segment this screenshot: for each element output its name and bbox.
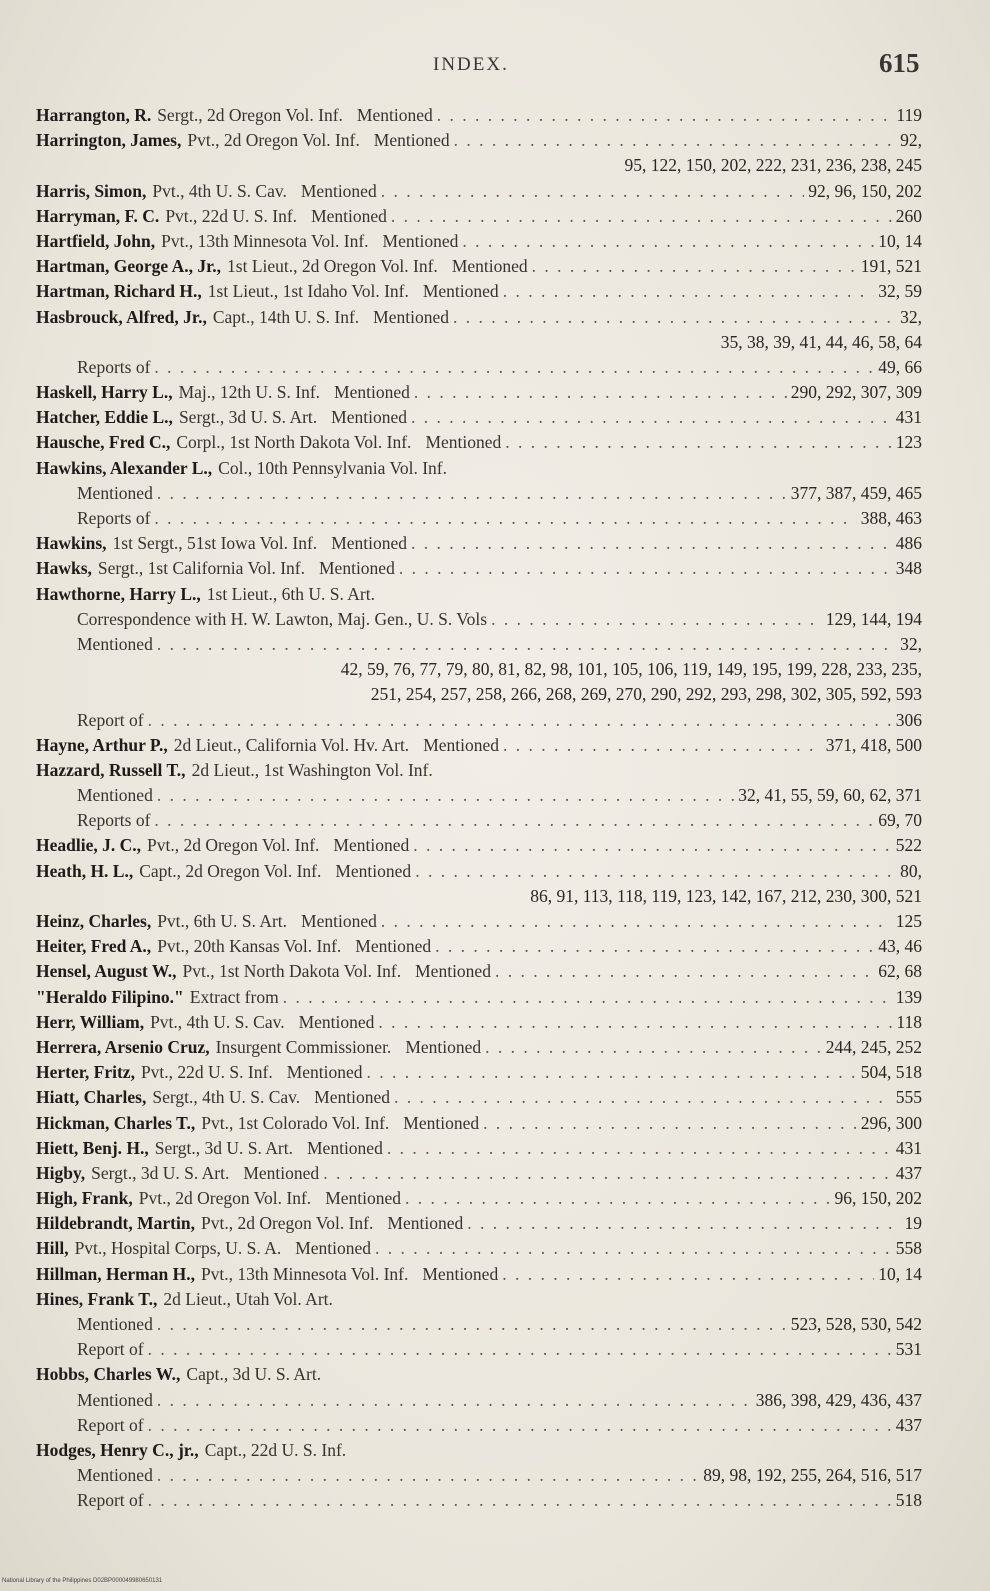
entry-description: Sergt., 3d U. S. Art.	[154, 1137, 293, 1158]
entry-name: Hawkins,	[36, 533, 107, 554]
page-references: 129, 144, 194	[825, 608, 922, 629]
entry-description: Col., 10th Pennsylvania Vol. Inf.	[218, 457, 447, 478]
leader-dots	[485, 1035, 822, 1060]
page-references: 86, 91, 113, 118, 119, 123, 142, 167, 212, 230, 300, 521	[530, 885, 922, 906]
subentry-label: Mentioned	[77, 633, 153, 654]
entry-label: Mentioned	[243, 1162, 320, 1183]
entry-description: 2d Lieut., 1st Washington Vol. Inf.	[191, 759, 433, 780]
entry-name: Hazzard, Russell T.,	[36, 759, 186, 780]
page-references: 10, 14	[878, 230, 922, 251]
entry-name: Hawthorne, Harry L.,	[36, 583, 201, 604]
subentry-label: Correspondence with H. W. Lawton, Maj. Gen., U. S. Vols	[77, 608, 488, 629]
page-references: 431	[895, 1137, 922, 1158]
entry-description: Sergt., 4th U. S. Cav.	[152, 1087, 301, 1108]
entry-label: Mentioned	[373, 130, 450, 151]
leader-dots	[411, 531, 892, 556]
leader-dots	[157, 1312, 787, 1337]
leader-dots	[391, 204, 892, 229]
subentry-label: Report of	[77, 1490, 144, 1511]
index-entry	[36, 305, 922, 330]
entry-description: Capt., 14th U. S. Inf.	[212, 306, 360, 327]
page-references: 80,	[900, 860, 922, 881]
leader-dots	[387, 1136, 892, 1161]
page-references: 306	[895, 709, 922, 730]
page-references: 89, 98, 192, 255, 264, 516, 517	[703, 1465, 922, 1486]
index-entries	[36, 103, 922, 1514]
leader-dots	[503, 279, 875, 304]
page-references: 92,	[900, 130, 922, 151]
entry-label: Mentioned	[325, 1188, 402, 1209]
index-entry	[36, 833, 922, 858]
entry-name: Heath, H. L.,	[36, 860, 134, 881]
page-references: 123	[895, 432, 922, 453]
entry-label: Mentioned	[387, 1213, 464, 1234]
page-references: 290, 292, 307, 309	[790, 382, 922, 403]
entry-description: Sergt., 3d U. S. Art.	[91, 1162, 230, 1183]
entry-name: Herr, William,	[36, 1011, 145, 1032]
leader-dots	[381, 909, 892, 934]
entry-description: 2d Lieut., California Vol. Hv. Art.	[173, 734, 410, 755]
subentry-label: Reports of	[77, 810, 151, 831]
entry-label: Mentioned	[331, 533, 408, 554]
leader-dots	[399, 556, 892, 581]
index-entry	[36, 985, 922, 1010]
index-entry	[36, 859, 922, 884]
leader-dots	[367, 1060, 857, 1085]
leader-dots	[157, 632, 896, 657]
entry-description: Capt., 3d U. S. Art.	[186, 1364, 322, 1385]
entry-name: Hatcher, Eddie L.,	[36, 407, 173, 428]
entry-label: Mentioned	[422, 281, 499, 302]
entry-name: Harrangton, R.	[36, 105, 152, 125]
page-number: 615	[879, 48, 920, 78]
subentry-label: Reports of	[77, 356, 151, 377]
entry-label: Mentioned	[423, 734, 500, 755]
entry-description: Pvt., 20th Kansas Vol. Inf.	[157, 936, 342, 957]
index-subentry	[36, 1463, 922, 1488]
index-continuation-line	[36, 330, 922, 355]
entry-name: Hausche, Fred C.,	[36, 432, 171, 453]
leader-dots	[394, 1085, 892, 1110]
index-entry	[36, 1186, 922, 1211]
entry-name: Harrington, James,	[36, 130, 182, 151]
entry-label: Mentioned	[355, 936, 432, 957]
entry-description: 1st Lieut., 1st Idaho Vol. Inf.	[207, 281, 409, 302]
index-subentry	[36, 708, 922, 733]
entry-name: Hill,	[36, 1238, 69, 1259]
index-continuation-line	[36, 682, 922, 707]
entry-label: Mentioned	[331, 407, 407, 428]
entry-description: Maj., 12th U. S. Inf.	[178, 382, 321, 403]
index-subentry	[36, 607, 922, 632]
index-entry	[36, 279, 922, 304]
index-entry	[36, 556, 922, 581]
page-references: 35, 38, 39, 41, 44, 46, 58, 64	[720, 331, 922, 352]
entry-name: Headlie, J. C.,	[36, 835, 141, 856]
leader-dots	[378, 1010, 892, 1035]
index-entry	[36, 758, 922, 783]
entry-description: Pvt., 2d Oregon Vol. Inf.	[200, 1213, 374, 1234]
entry-name: Hines, Frank T.,	[36, 1288, 158, 1309]
leader-dots	[405, 1186, 830, 1211]
entry-label: Mentioned	[403, 1112, 480, 1133]
subentry-label: Mentioned	[77, 1465, 153, 1486]
subentry-label: Report of	[77, 1339, 144, 1360]
entry-label: Mentioned	[415, 961, 491, 982]
entry-description: Sergt., 1st California Vol. Inf.	[97, 558, 305, 579]
leader-dots	[491, 607, 822, 632]
index-entry	[36, 204, 922, 229]
page-references: 486	[895, 533, 922, 554]
page-references: 504, 518	[860, 1062, 922, 1083]
index-entry	[36, 1211, 922, 1236]
page-references: 431	[895, 407, 922, 428]
leader-dots	[414, 380, 787, 405]
entry-description: Pvt., 4th U. S. Cav.	[152, 180, 287, 201]
leader-dots	[435, 934, 874, 959]
index-subentry	[36, 1337, 922, 1362]
entry-name: Heinz, Charles,	[36, 911, 152, 931]
index-entry	[36, 1287, 922, 1312]
page-references: 62, 68	[878, 961, 922, 982]
entry-label: Mentioned	[314, 1087, 390, 1108]
page-references: 518	[895, 1490, 922, 1511]
leader-dots	[495, 959, 874, 984]
entry-description: 1st Lieut., 2d Oregon Vol. Inf.	[227, 256, 438, 277]
entry-label: Mentioned	[425, 432, 502, 453]
leader-dots	[157, 1463, 699, 1488]
index-entry	[36, 128, 922, 153]
entry-description: Pvt., 2d Oregon Vol. Inf.	[147, 835, 320, 856]
entry-description: Pvt., 2d Oregon Vol. Inf.	[187, 130, 360, 151]
page-references: 260	[895, 205, 922, 226]
entry-label: Mentioned	[422, 1263, 499, 1284]
entry-name: Hayne, Arthur P.,	[36, 734, 168, 755]
entry-description: Pvt., 13th Minnesota Vol. Inf.	[161, 230, 369, 251]
entry-description: Pvt., 22d U. S. Inf.	[165, 205, 298, 226]
entry-name: Hensel, August W.,	[36, 961, 177, 982]
index-subentry	[36, 1413, 922, 1438]
page-references: 296, 300	[860, 1112, 922, 1133]
index-entry	[36, 959, 922, 984]
page-references: 92, 96, 150, 202	[808, 180, 922, 201]
page-references: 531	[895, 1339, 922, 1360]
entry-name: Hillman, Herman H.,	[36, 1263, 195, 1284]
entry-label: Mentioned	[295, 1238, 372, 1259]
entry-description: Sergt., 3d U. S. Art.	[178, 407, 318, 428]
entry-name: Hiett, Benj. H.,	[36, 1137, 149, 1158]
index-continuation-line	[36, 153, 922, 178]
index-entry	[36, 1438, 922, 1463]
page-references: 96, 150, 202	[834, 1188, 922, 1209]
page-title: INDEX.	[433, 54, 509, 75]
page-references: 69, 70	[878, 810, 922, 831]
entry-label: Mentioned	[333, 835, 410, 856]
entry-description: Capt., 22d U. S. Inf.	[204, 1439, 347, 1460]
entry-name: Herter, Fritz,	[36, 1062, 135, 1083]
page-references: 437	[895, 1162, 922, 1183]
index-entry	[36, 1362, 922, 1387]
leader-dots	[467, 1211, 900, 1236]
index-entry	[36, 456, 922, 481]
index-subentry	[36, 506, 922, 531]
page-references: 558	[895, 1238, 922, 1259]
entry-description: Extract from	[189, 986, 279, 1007]
page-references: 119	[896, 105, 922, 125]
entry-description: Pvt., 1st North Dakota Vol. Inf.	[182, 961, 402, 982]
index-entry	[36, 934, 922, 959]
subentry-label: Mentioned	[77, 1314, 153, 1334]
leader-dots	[375, 1236, 892, 1261]
entry-name: Hobbs, Charles W.,	[36, 1364, 181, 1385]
leader-dots	[381, 179, 805, 204]
index-entry	[36, 1262, 922, 1287]
page-references: 251, 254, 257, 258, 266, 268, 269, 270, 290, 292, 293, 298, 302, 305, 592, 593	[370, 684, 922, 705]
page-references: 32,	[900, 633, 922, 654]
index-subentry	[36, 355, 922, 380]
page-references: 118	[896, 1011, 922, 1032]
entry-name: Hawks,	[36, 558, 92, 579]
leader-dots	[283, 985, 892, 1010]
leader-dots	[157, 481, 787, 506]
index-subentry	[36, 481, 922, 506]
index-entry	[36, 254, 922, 279]
entry-name: Herrera, Arsenio Cruz,	[36, 1036, 210, 1057]
index-entry	[36, 1060, 922, 1085]
subentry-label: Mentioned	[77, 785, 153, 806]
entry-description: Pvt., 6th U. S. Art.	[157, 911, 288, 931]
entry-label: Mentioned	[451, 256, 528, 277]
leader-dots	[411, 405, 892, 430]
entry-name: Harryman, F. C.	[36, 205, 160, 226]
page-references: 49, 66	[878, 356, 922, 377]
page-references: 522	[895, 835, 922, 856]
index-entry	[36, 179, 922, 204]
leader-dots	[148, 1337, 892, 1362]
leader-dots	[532, 254, 857, 279]
entry-label: Mentioned	[319, 558, 395, 579]
entry-label: Mentioned	[286, 1062, 363, 1083]
entry-label: Mentioned	[382, 230, 459, 251]
index-entry	[36, 1035, 922, 1060]
leader-dots	[462, 229, 874, 254]
entry-description: Pvt., 2d Oregon Vol. Inf.	[138, 1188, 312, 1209]
index-entry	[36, 405, 922, 430]
entry-description: 1st Sergt., 51st Iowa Vol. Inf.	[112, 533, 318, 554]
subentry-label: Mentioned	[77, 1389, 153, 1410]
entry-description: Pvt., 1st Colorado Vol. Inf.	[201, 1112, 390, 1133]
entry-description: Sergt., 2d Oregon Vol. Inf.	[157, 105, 343, 125]
page-references: 32, 41, 55, 59, 60, 62, 371	[738, 785, 922, 806]
index-entry	[36, 1136, 922, 1161]
index-subentry	[36, 808, 922, 833]
page-references: 523, 528, 530, 542	[790, 1314, 922, 1334]
page-references: 43, 46	[878, 936, 922, 957]
entry-label: Mentioned	[298, 1011, 375, 1032]
index-entry	[36, 582, 922, 607]
leader-dots	[502, 1262, 874, 1287]
leader-dots	[415, 859, 896, 884]
entry-label: Mentioned	[373, 306, 449, 327]
entry-name: High, Frank,	[36, 1188, 133, 1209]
leader-dots	[154, 506, 856, 531]
leader-dots	[483, 1111, 857, 1136]
index-entry	[36, 1236, 922, 1261]
leader-dots	[148, 708, 892, 733]
entry-name: Hodges, Henry C., jr.,	[36, 1439, 199, 1460]
leader-dots	[157, 783, 734, 808]
entry-name: Hildebrandt, Martin,	[36, 1213, 195, 1234]
leader-dots	[157, 1388, 752, 1413]
index-entry	[36, 733, 922, 758]
index-entry	[36, 909, 922, 934]
page-header	[0, 48, 990, 84]
page-references: 555	[895, 1087, 922, 1108]
index-subentry	[36, 1488, 922, 1513]
index-subentry	[36, 1388, 922, 1413]
entry-name: Hartman, George A., Jr.,	[36, 256, 222, 277]
entry-name: Hasbrouck, Alfred, Jr.,	[36, 306, 207, 327]
entry-name: Hickman, Charles T.,	[36, 1112, 196, 1133]
page-references: 244, 245, 252	[825, 1036, 922, 1057]
entry-name: Heiter, Fred A.,	[36, 936, 152, 957]
index-subentry	[36, 1312, 922, 1337]
subentry-label: Mentioned	[77, 482, 153, 503]
leader-dots	[505, 430, 891, 455]
page-references: 95, 122, 150, 202, 222, 231, 236, 238, 245	[624, 155, 922, 176]
index-continuation-line	[36, 657, 922, 682]
index-entry	[36, 229, 922, 254]
leader-dots	[454, 128, 897, 153]
entry-label: Mentioned	[307, 1137, 383, 1158]
page-references: 437	[895, 1414, 922, 1435]
subentry-label: Report of	[77, 709, 144, 730]
index-subentry	[36, 632, 922, 657]
leader-dots	[503, 733, 822, 758]
entry-name: "Heraldo Filipino."	[36, 986, 184, 1007]
entry-name: Hartfield, John,	[36, 230, 156, 251]
entry-label: Mentioned	[356, 105, 433, 125]
entry-description: 2d Lieut., Utah Vol. Art.	[163, 1288, 333, 1309]
entry-label: Mentioned	[335, 860, 412, 881]
index-entry	[36, 430, 922, 455]
leader-dots	[148, 1413, 892, 1438]
entry-description: Pvt., 13th Minnesota Vol. Inf.	[200, 1263, 409, 1284]
scan-footer: National Library of the Philippines D02BP000049980650131	[2, 1578, 163, 1584]
index-entry	[36, 103, 922, 128]
page-references: 191, 521	[860, 256, 922, 277]
page-references: 10, 14	[878, 1263, 922, 1284]
page-references: 32, 59	[878, 281, 922, 302]
index-entry	[36, 1161, 922, 1186]
leader-dots	[323, 1161, 892, 1186]
entry-name: Hiatt, Charles,	[36, 1087, 147, 1108]
index-continuation-line	[36, 884, 922, 909]
page-references: 371, 418, 500	[825, 734, 922, 755]
leader-dots	[437, 103, 893, 128]
page-references: 139	[895, 986, 922, 1007]
entry-description: 1st Lieut., 6th U. S. Art.	[206, 583, 375, 604]
entry-name: Haskell, Harry L.,	[36, 382, 173, 403]
page-references: 32,	[900, 306, 922, 327]
page-references: 19	[904, 1213, 922, 1234]
leader-dots	[154, 355, 874, 380]
entry-name: Hartman, Richard H.,	[36, 281, 202, 302]
leader-dots	[148, 1488, 892, 1513]
entry-description: Capt., 2d Oregon Vol. Inf.	[139, 860, 322, 881]
entry-description: Pvt., Hospital Corps, U. S. A.	[74, 1238, 282, 1259]
subentry-label: Reports of	[77, 508, 151, 528]
entry-description: Insurgent Commissioner.	[215, 1036, 392, 1057]
entry-label: Mentioned	[301, 911, 377, 931]
index-entry	[36, 531, 922, 556]
page-references: 388, 463	[860, 508, 922, 528]
page-references: 125	[895, 911, 922, 931]
page-references: 377, 387, 459, 465	[790, 482, 922, 503]
index-entry	[36, 1111, 922, 1136]
entry-label: Mentioned	[311, 205, 387, 226]
entry-label: Mentioned	[300, 180, 377, 201]
index-subentry	[36, 783, 922, 808]
entry-description: Corpl., 1st North Dakota Vol. Inf.	[176, 432, 412, 453]
leader-dots	[154, 808, 874, 833]
entry-name: Hawkins, Alexander L.,	[36, 457, 213, 478]
page-references: 348	[895, 558, 922, 579]
index-entry	[36, 1085, 922, 1110]
entry-label: Mentioned	[334, 382, 410, 403]
entry-name: Higby,	[36, 1162, 86, 1183]
entry-description: Pvt., 4th U. S. Cav.	[150, 1011, 285, 1032]
page-references: 386, 398, 429, 436, 437	[755, 1389, 922, 1410]
entry-name: Harris, Simon,	[36, 180, 147, 201]
entry-label: Mentioned	[405, 1036, 482, 1057]
entry-description: Pvt., 22d U. S. Inf.	[140, 1062, 273, 1083]
page-references: 42, 59, 76, 77, 79, 80, 81, 82, 98, 101, 105, 106, 119, 149, 195, 199, 228, 233, 235,	[340, 659, 922, 680]
leader-dots	[453, 305, 896, 330]
leader-dots	[413, 833, 892, 858]
index-entry	[36, 380, 922, 405]
subentry-label: Report of	[77, 1414, 144, 1435]
index-entry	[36, 1010, 922, 1035]
